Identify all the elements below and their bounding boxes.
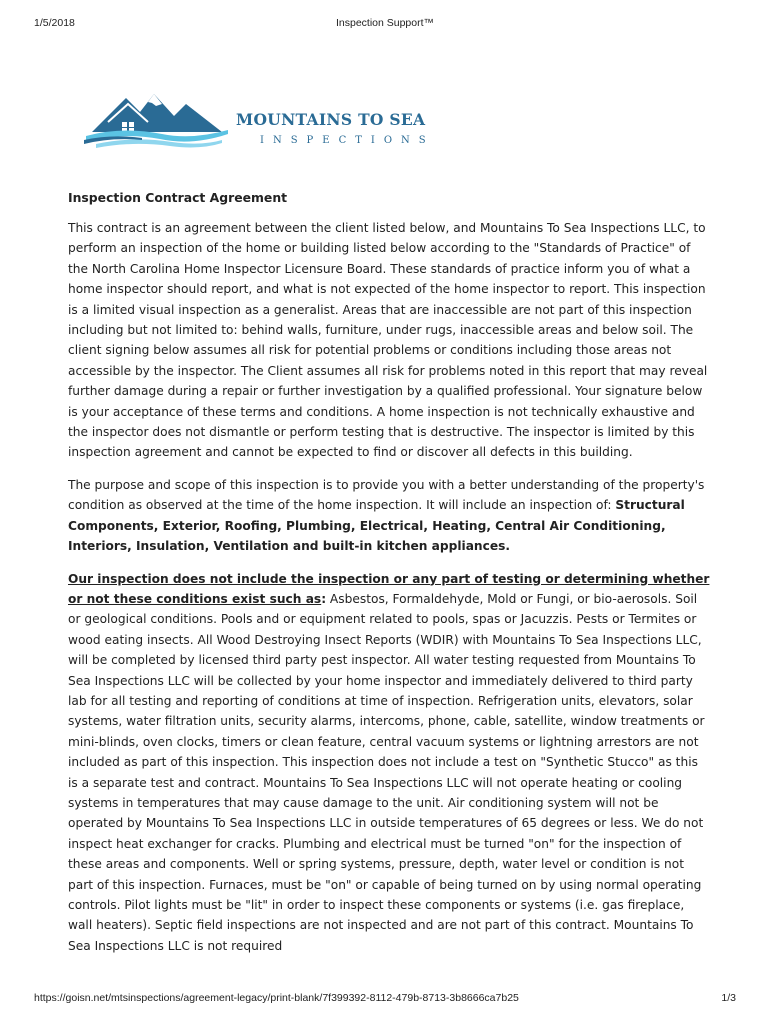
intro-paragraph: This contract is an agreement between the client listed below, and Mountains To Sea Inspections LLC, to perform an inspection of the home or building listed below according to the "Standards of Practice" of the North Carolina Home Inspector Licensure Board. These standards of practice inform you of what a home inspector should report, and what is not expected of the home inspector to report. This inspection is a limited visual inspection as a generalist. Areas that are inaccessible are not part of this inspection including but not limited to: behind walls, furniture, under rugs, inaccessible areas and below soil. The client signing below assumes all risk for potential problems or conditions including those areas not accessible by the inspector. The Client assumes all risk for problems noted in this report that may reveal further damage during a repair or further investigation by a qualified professional. Your signature below is your acceptance of these terms and conditions. A home inspection is not technically exhaustive and the inspector does not dismantle or perform testing that is destructive. The inspector is limited by this inspection agreement and cannot be expected to find or discover all defects in this building. bbox=[68, 221, 708, 460]
mountains-house-wave-icon bbox=[82, 82, 232, 154]
print-url: https://goisn.net/mtsinspections/agreement-legacy/print-blank/7f399392-8112-479b-8713-3b8666ca7b25 bbox=[34, 992, 519, 1004]
scope-paragraph bbox=[68, 475, 710, 557]
print-title: Inspection Support™ bbox=[335, 17, 435, 29]
exclusions-colon: : bbox=[321, 591, 327, 606]
exclusions-lead: Our inspection does not include the inspection or any part of testing or determining whether or not these conditions exist such as bbox=[68, 571, 710, 606]
print-date: 1/5/2018 bbox=[34, 17, 75, 29]
print-footer bbox=[0, 992, 770, 1022]
brand-subtitle: INSPECTIONS bbox=[260, 135, 435, 146]
contract-body bbox=[68, 188, 710, 968]
exclusions-body: Asbestos, Formaldehyde, Mold or Fungi, or bio-aerosols. Soil or geological conditions. Pools and or equipment related to pools, spas or Jacuzzis. Pests or Termites or wood eating insects. All Wood Destroying Insect Reports (WDIR) with Mountains To Sea Inspections LLC, will be completed by licensed third party pest inspector. All water testing requested from Mountains To Sea Inspections LLC will be collected by your home inspector and immediately delivered to third party lab for all testing and reporting of conditions at time of inspection. Refrigeration units, elevators, solar systems, water filtration units, security alarms, intercoms, phone, cable, satellite, window treatments or mini-blinds, oven clocks, timers or clean feature, central vacuum systems or lightning arrestors are not included as part of this inspection. This inspection does not include a test on "Synthetic Stucco" as this is a separate test and contract. Mountains To Sea Inspections LLC will not operate heating or cooling systems in temperatures that may cause damage to the unit. Air conditioning system will not be operated by Mountains To Sea Inspections LLC in outside temperatures of 65 degrees or less. We do not inspect heat exchanger for cracks. Plumbing and electrical must be turned "on" for the inspection of these areas and components. Well or spring systems, pressure, depth, water level or condition is not part of this inspection. Furnaces, must be "on" or capable of being turned on by using normal operating controls. Pilot lights must be "lit" in order to inspect these components or systems (i.e. gas fireplace, wall heaters). Septic field inspections are not inspected and are not part of this contract. Mountains To Sea Inspections LLC is not required bbox=[68, 591, 705, 953]
scope-intro: The purpose and scope of this inspection is to provide you with a better understanding of the property's condition as observed at the time of the home inspection. It will include an inspection of: bbox=[68, 477, 705, 513]
company-logo bbox=[82, 82, 435, 154]
scope-components: Structural Components, Exterior, Roofing, Plumbing, Electrical, Heating, Central Air Conditioning, Interiors, Insulation, Ventilation and built-in kitchen appliances. bbox=[68, 498, 685, 554]
brand-name: MOUNTAINS TO SEA bbox=[236, 110, 426, 129]
page-title: Inspection Contract Agreement bbox=[68, 190, 288, 205]
print-header bbox=[0, 0, 770, 34]
page-number: 1/3 bbox=[721, 992, 736, 1004]
exclusions-paragraph bbox=[68, 569, 710, 957]
